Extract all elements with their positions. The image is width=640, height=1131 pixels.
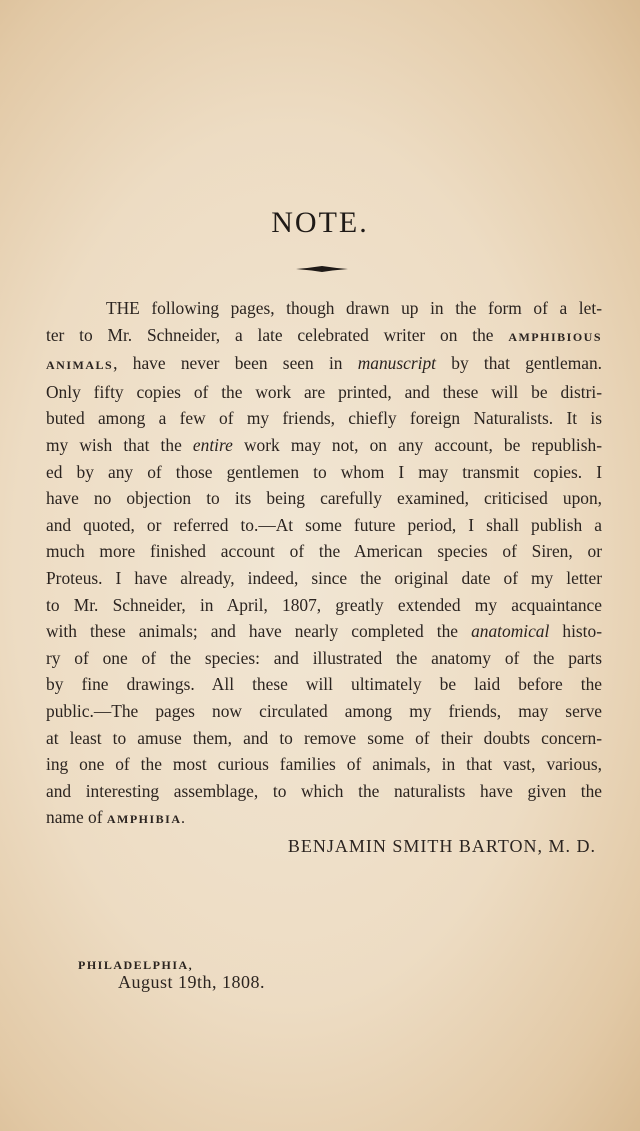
text-line: ed by any of those gentlemen to whom I may transmit copies. I <box>46 461 602 482</box>
place-line: PHILADELPHIA, <box>78 958 194 972</box>
text-line: ANIMALS, have never been seen in manuscript by that gentleman. <box>46 353 602 374</box>
note-paragraph <box>46 295 602 833</box>
text-line: THE following pages, though drawn up in the form of a let- <box>106 298 602 318</box>
text-line: to Mr. Schneider, in April, 1807, greatly extended my acquaintance <box>46 594 602 615</box>
text-line: with these animals; and have nearly completed the anatomical histo- <box>46 621 602 642</box>
text-line: name of AMPHIBIA. <box>46 807 187 828</box>
italic-term: manuscript <box>357 353 436 374</box>
italic-term: anatomical <box>471 621 550 642</box>
text-line: ry of one of the species: and illustrated the anatomy of the parts <box>46 647 602 668</box>
rule-ornament-icon <box>296 265 348 273</box>
text-line: by fine drawings. All these will ultimately be laid before the <box>46 674 602 695</box>
text-line: much more finished account of the American species of Siren, or <box>46 541 602 562</box>
small-caps-term: ANIMALS <box>46 358 114 373</box>
small-caps-term: AMPHIBIA. <box>106 812 187 827</box>
text-line: my wish that the entire work may not, on any account, be republish- <box>46 434 602 455</box>
text-line: public.—The pages now circulated among my friends, may serve <box>46 700 602 721</box>
text-line: at least to amuse them, and to remove some of their doubts concern- <box>46 727 602 748</box>
text-line: ter to Mr. Schneider, a late celebrated writer on the AMPHIBIOUS <box>46 324 602 345</box>
text-line: Proteus. I have already, indeed, since the original date of my letter <box>46 567 602 588</box>
small-caps-term: AMPHIBIOUS <box>508 329 602 344</box>
text-line: ing one of the most curious families of animals, in that vast, various, <box>46 754 602 775</box>
date-line: August 19th, 1808. <box>118 972 266 992</box>
text-line: Only fifty copies of the work are printed, and these will be distri- <box>46 381 602 402</box>
text-line: buted among a few of my friends, chiefly foreign Naturalists. It is <box>46 408 602 429</box>
italic-term: entire <box>192 434 233 455</box>
text-line: and interesting assemblage, to which the naturalists have given the <box>46 780 602 801</box>
author-signature: BENJAMIN SMITH BARTON, M. D. <box>287 836 596 856</box>
text-line: have no objection to its being carefully examined, criticised upon, <box>46 488 602 509</box>
page-heading: NOTE. <box>271 206 369 239</box>
text-line: and quoted, or referred to.—At some future period, I shall publish a <box>46 514 602 535</box>
